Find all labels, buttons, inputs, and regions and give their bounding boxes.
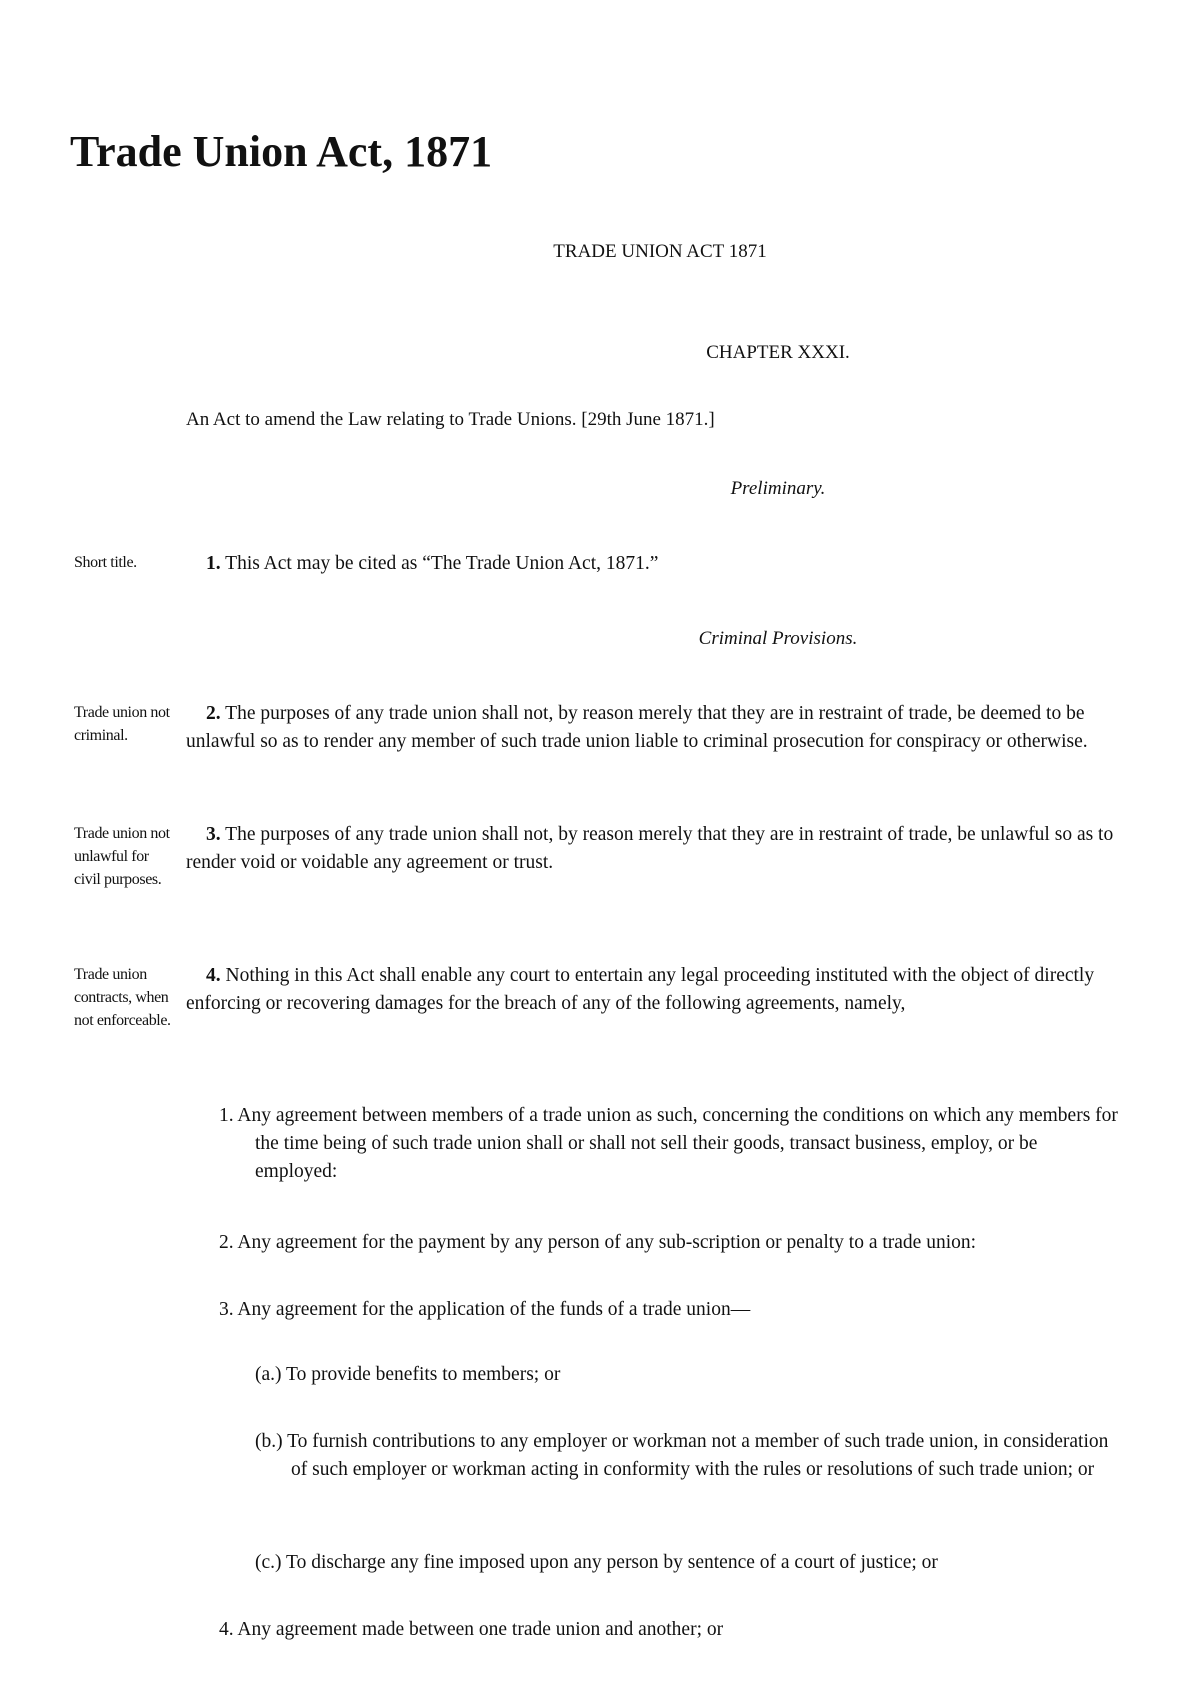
section-2 (186, 700, 1124, 756)
sub-list-item: (a.) To provide benefits to members; or (255, 1364, 561, 1385)
section-number: 3. (206, 824, 221, 845)
section-1 (186, 550, 1124, 578)
chapter-heading: CHAPTER XXXI. (706, 342, 850, 363)
criminal-provisions-heading: Criminal Provisions. (698, 628, 858, 649)
list-item: 4. Any agreement made between one trade union and another; or (219, 1619, 724, 1640)
section-text: Nothing in this Act shall enable any court to entertain any legal proceeding instituted with the object of directly enforcing or recovering damages for the breach of any of the following agreements, namely, (186, 965, 1095, 1014)
margin-note-section-1: Short title. (74, 554, 137, 571)
sub-list-item: (b.) To furnish contributions to any employer or workman not a member of such trade union, in consideration of such employer or workman acting in conformity with the rules or resolutions of such trade union; or (255, 1431, 1109, 1480)
margin-note-section-4: Trade union contracts, when not enforceable. (74, 966, 171, 1029)
section-text: The purposes of any trade union shall not, by reason merely that they are in restraint of trade, be unlawful so as to render void or voidable any agreement or trust. (186, 824, 1114, 873)
sub-list-item: (c.) To discharge any fine imposed upon any person by sentence of a court of justice; or (255, 1552, 938, 1573)
preliminary-heading: Preliminary. (730, 478, 826, 499)
list-item: 1. Any agreement between members of a trade union as such, concerning the conditions on which any members for the time being of such trade union shall or shall not sell their goods, transact business, employ, or be employed: (219, 1105, 1118, 1182)
page-title: Trade Union Act, 1871 (70, 127, 493, 176)
list-item: 2. Any agreement for the payment by any person of any sub-scription or penalty to a trade union: (219, 1232, 977, 1253)
section-number: 2. (206, 703, 221, 724)
list-item: 3. Any agreement for the application of the funds of a trade union— (219, 1299, 751, 1320)
section-3 (186, 821, 1124, 877)
long-title: An Act to amend the Law relating to Trade Unions. [29th June 1871.] (186, 409, 715, 430)
section-number: 1. (206, 553, 221, 574)
section-text: This Act may be cited as “The Trade Union Act, 1871.” (225, 553, 659, 574)
margin-note-section-3: Trade union not unlawful for civil purposes. (74, 825, 170, 888)
act-title: TRADE UNION ACT 1871 (553, 241, 767, 262)
section-number: 4. (206, 965, 221, 986)
margin-note-section-2: Trade union not criminal. (74, 704, 170, 744)
section-4 (186, 962, 1124, 1018)
section-text: The purposes of any trade union shall not, by reason merely that they are in restraint of trade, be deemed to be unlawful so as to render any member of such trade union liable to criminal prosecution for conspiracy or otherwise. (186, 703, 1088, 752)
